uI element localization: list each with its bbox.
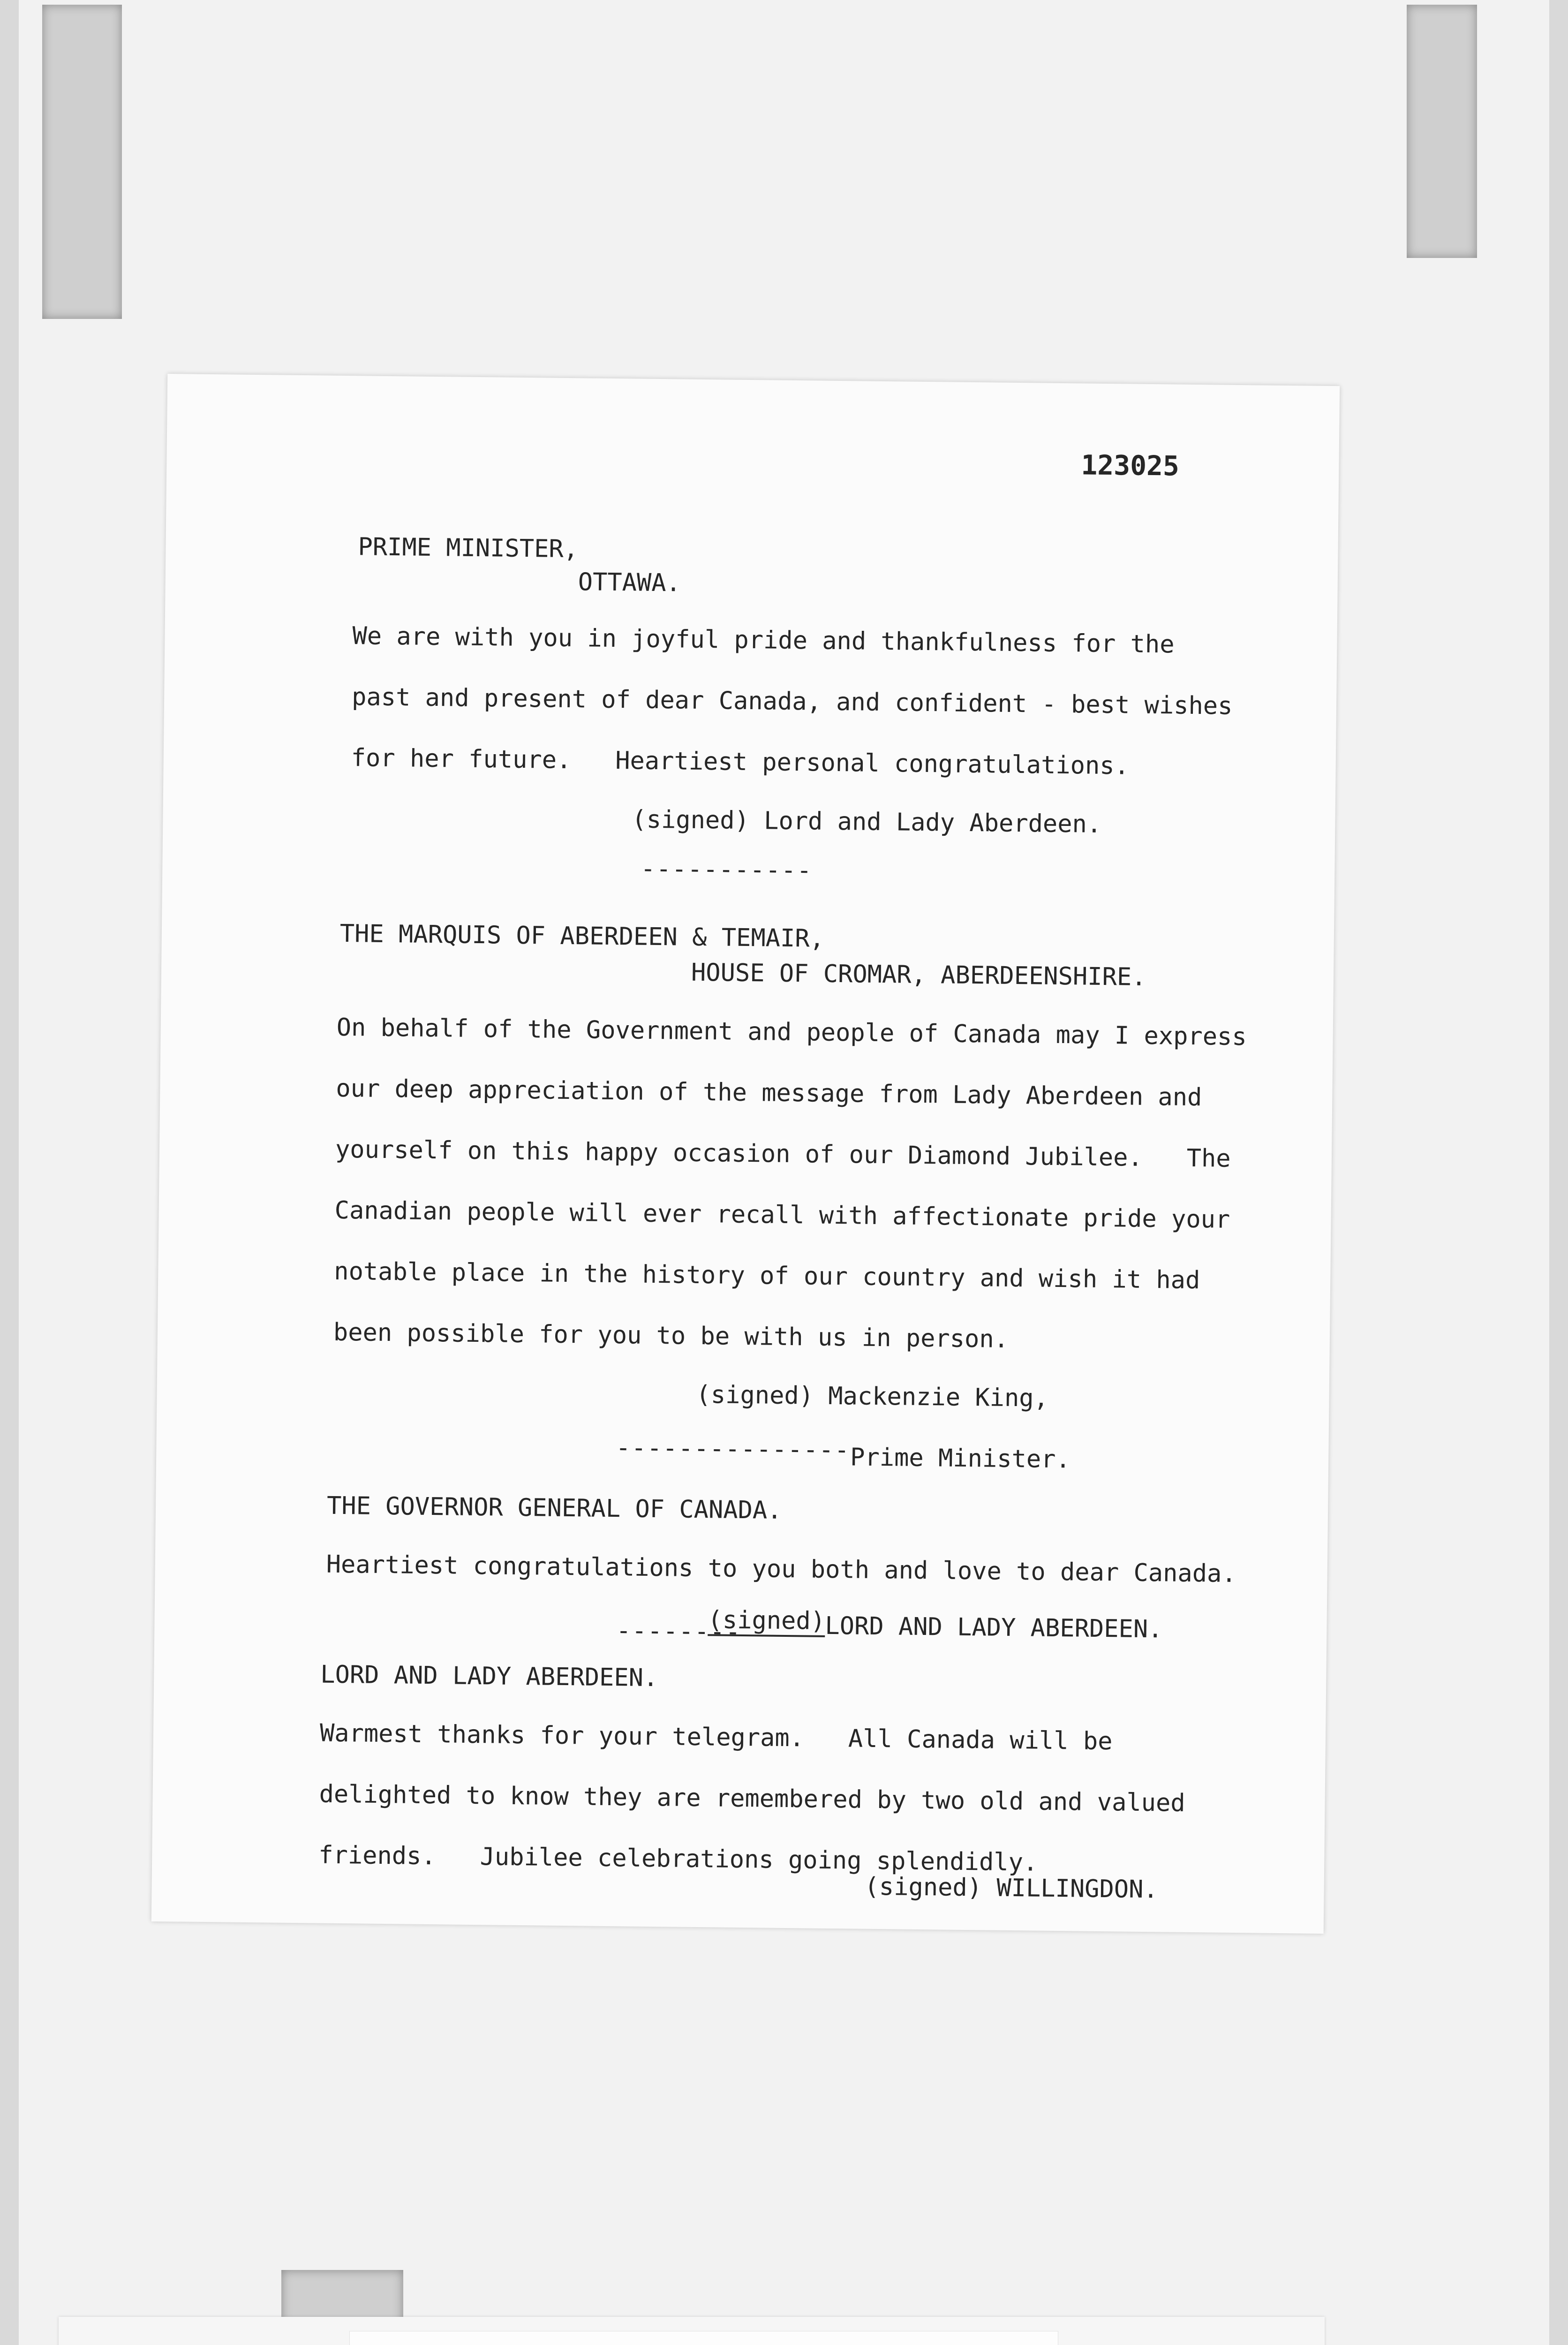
telegram4-signature: (signed) WILLINGDON. [864, 1872, 1159, 1904]
telegram4-body-line: delighted to know they are remembered by two old and valued [319, 1780, 1185, 1817]
telegram4-addressee: LORD AND LADY ABERDEEN. [320, 1660, 658, 1693]
tape-strip [1407, 5, 1477, 258]
telegram2-addressee: THE MARQUIS OF ABERDEEN & TEMAIR, [339, 919, 825, 953]
telegram-sheet [151, 374, 1340, 1934]
archive-label [59, 2317, 1325, 2345]
telegram1-body-line: for her future. Heartiest personal congratulations. [351, 744, 1130, 780]
telegram1-city: OTTAWA. [578, 568, 681, 598]
telegram2-signature: (signed) Mackenzie King, [696, 1380, 1049, 1413]
telegram2-body-line: notable place in the history of our country and wish it had [334, 1257, 1200, 1295]
telegram2-address: HOUSE OF CROMAR, ABERDEENSHIRE. [691, 958, 1146, 991]
telegram3-body-line: Heartiest congratulations to you both and love to dear Canada. [326, 1550, 1237, 1589]
telegram3-signature-prefix: (signed) [708, 1606, 825, 1637]
tape-strip [42, 5, 122, 319]
telegram1-body-line: We are with you in joyful pride and thankfulness for the [352, 622, 1175, 659]
telegram2-body-line: yourself on this happy occasion of our Diamond Jubilee. The [335, 1135, 1231, 1173]
telegram1-body-line: past and present of dear Canada, and confident - best wishes [351, 683, 1233, 720]
telegram2-body-line: On behalf of the Government and people of Canada may I express [336, 1013, 1247, 1051]
telegram1-signature: (signed) Lord and Lady Aberdeen. [632, 805, 1102, 839]
separator-dashes: --------------- [616, 1434, 851, 1465]
collection-strip [349, 2331, 1058, 2345]
telegram2-body-line: Canadian people will ever recall with affectionate pride your [334, 1196, 1230, 1234]
telegram2-title: Prime Minister. [850, 1443, 1071, 1474]
separator-dashes: ----------- [641, 855, 813, 885]
document-number: 123025 [1081, 449, 1180, 482]
telegram4-body-line: friends. Jubilee celebrations going splendidly. [318, 1841, 1038, 1877]
separator-dashes: -------- [616, 1617, 742, 1646]
telegram3-addressee: THE GOVERNOR GENERAL OF CANADA. [326, 1491, 782, 1525]
telegram4-body-line: Warmest thanks for your telegram. All Canada will be [319, 1719, 1113, 1756]
telegram3-signature: LORD AND LADY ABERDEEN. [825, 1611, 1163, 1644]
telegram2-body-line: our deep appreciation of the message from Lady Aberdeen and [336, 1074, 1202, 1112]
telegram1-addressee: PRIME MINISTER, [358, 533, 579, 564]
telegram2-body-line: been possible for you to be with us in person. [333, 1318, 1009, 1354]
